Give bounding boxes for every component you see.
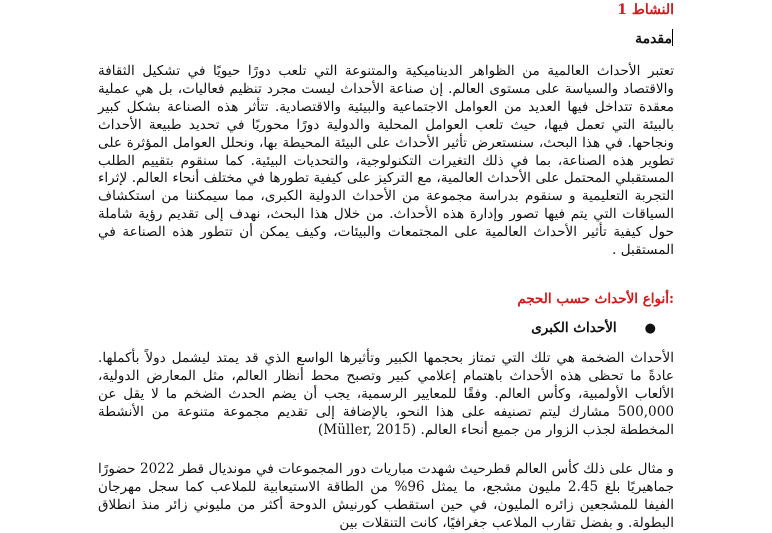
bullet-item-major-events (98, 320, 674, 336)
activity-title: النشاط 1 (617, 2, 674, 18)
intro-heading-text: مقدمة (635, 31, 672, 47)
intro-paragraph: تعتبر الأحداث العالمية من الظواهر الديناميكية والمتنوعة التي تلعب دورًا حيويًا في تشكيل الثقافة والاقتصاد والسياسة على مستوى العالم. إن صناعة الأحداث ليست مجرد تنظيم فعاليات، بل هي عملية معقدة تتداخل فيها العديد من العوامل الاجتماعية والبيئية والاقتصادية. تتأثر هذه الصناعة بشكل كبير بالبيئة التي تعمل فيها، حيث تلعب العوامل المحلية والدولية دورًا محوريًا في تحديد طبيعة الأحداث ونجاحها. في هذا البحث، سنستعرض تأثير الأحداث على البيئة المحيطة بها، ونحلل العوامل المؤثرة على تطوير هذه الصناعة، بما في ذلك التغيرات التكنولوجية، والتحديات البيئية. كما سنقوم بتقييم الطلب المستقبلي المحتمل على الأحداث العالمية، مع التركيز على كيفية تطورها في مختلف أنحاء العالم. لإثراء التجربة التعليمية و سنقوم بدراسة مجموعة من الأحداث الدولية الكبرى، مما سيمكننا من استكشاف السياقات التي يتم فيها تصور وإدارة هذه الأحداث. من خلال هذا البحث، نهدف إلى تقديم رؤية شاملة حول كيفية تأثير الأحداث العالمية على المجتمعات والبيئات، وكيف يمكن أن تتطور هذه الصناعة في المستقبل . (98, 63, 674, 259)
text-cursor (672, 29, 673, 46)
major-events-text: الأحداث الضخمة هي تلك التي تمتاز بحجمها الكبير وتأثيرها الواسع الذي قد يمتد ليشمل دولاً بأكملها. عادةً ما تحظى هذه الأحداث باهتمام إعلامي كبير وتصبح محط أنظار العالم، مثل المعارض الدولية، الألعاب الأولمبية، وكأس العالم. وفقًا للمعايير الرسمية، يجب أن يضم الحدث الضخم ما لا يقل عن 500,000 مشارك ليتم تصنيفه على هذا النحو، بالإضافة إلى تقديم مجموعة متنوعة من الأنشطة المخططة لجذب الزوار من جميع أنحاء العالم. (98, 350, 674, 438)
section-title: :أنواع الأحداث حسب الحجم (517, 291, 674, 307)
citation: (Müller, 2015) (317, 421, 417, 438)
bullet-icon: ● (644, 321, 656, 336)
intro-heading[interactable] (635, 29, 674, 47)
major-events-paragraph (98, 350, 674, 440)
bullet-label: الأحداث الكبرى (531, 320, 617, 336)
example-paragraph: و مثال على ذلك كأس العالم قطرحيث شهدت مباريات دور المجموعات في مونديال قطر 2022 حضورًا جماهيريًا بلغ 2.45 مليون مشجع، ما يمثل 96% من الطاقة الاستيعابية للملاعب كما سجل مهرجان الفيفا للمشجعين زائره المليون، في حين استقطب كورنيش الدوحة أكثر من مليوني زائر منذ انطلاق البطولة. و بفضل تقارب الملاعب جغرافيًا، كانت التنقلات بين (98, 461, 675, 531)
